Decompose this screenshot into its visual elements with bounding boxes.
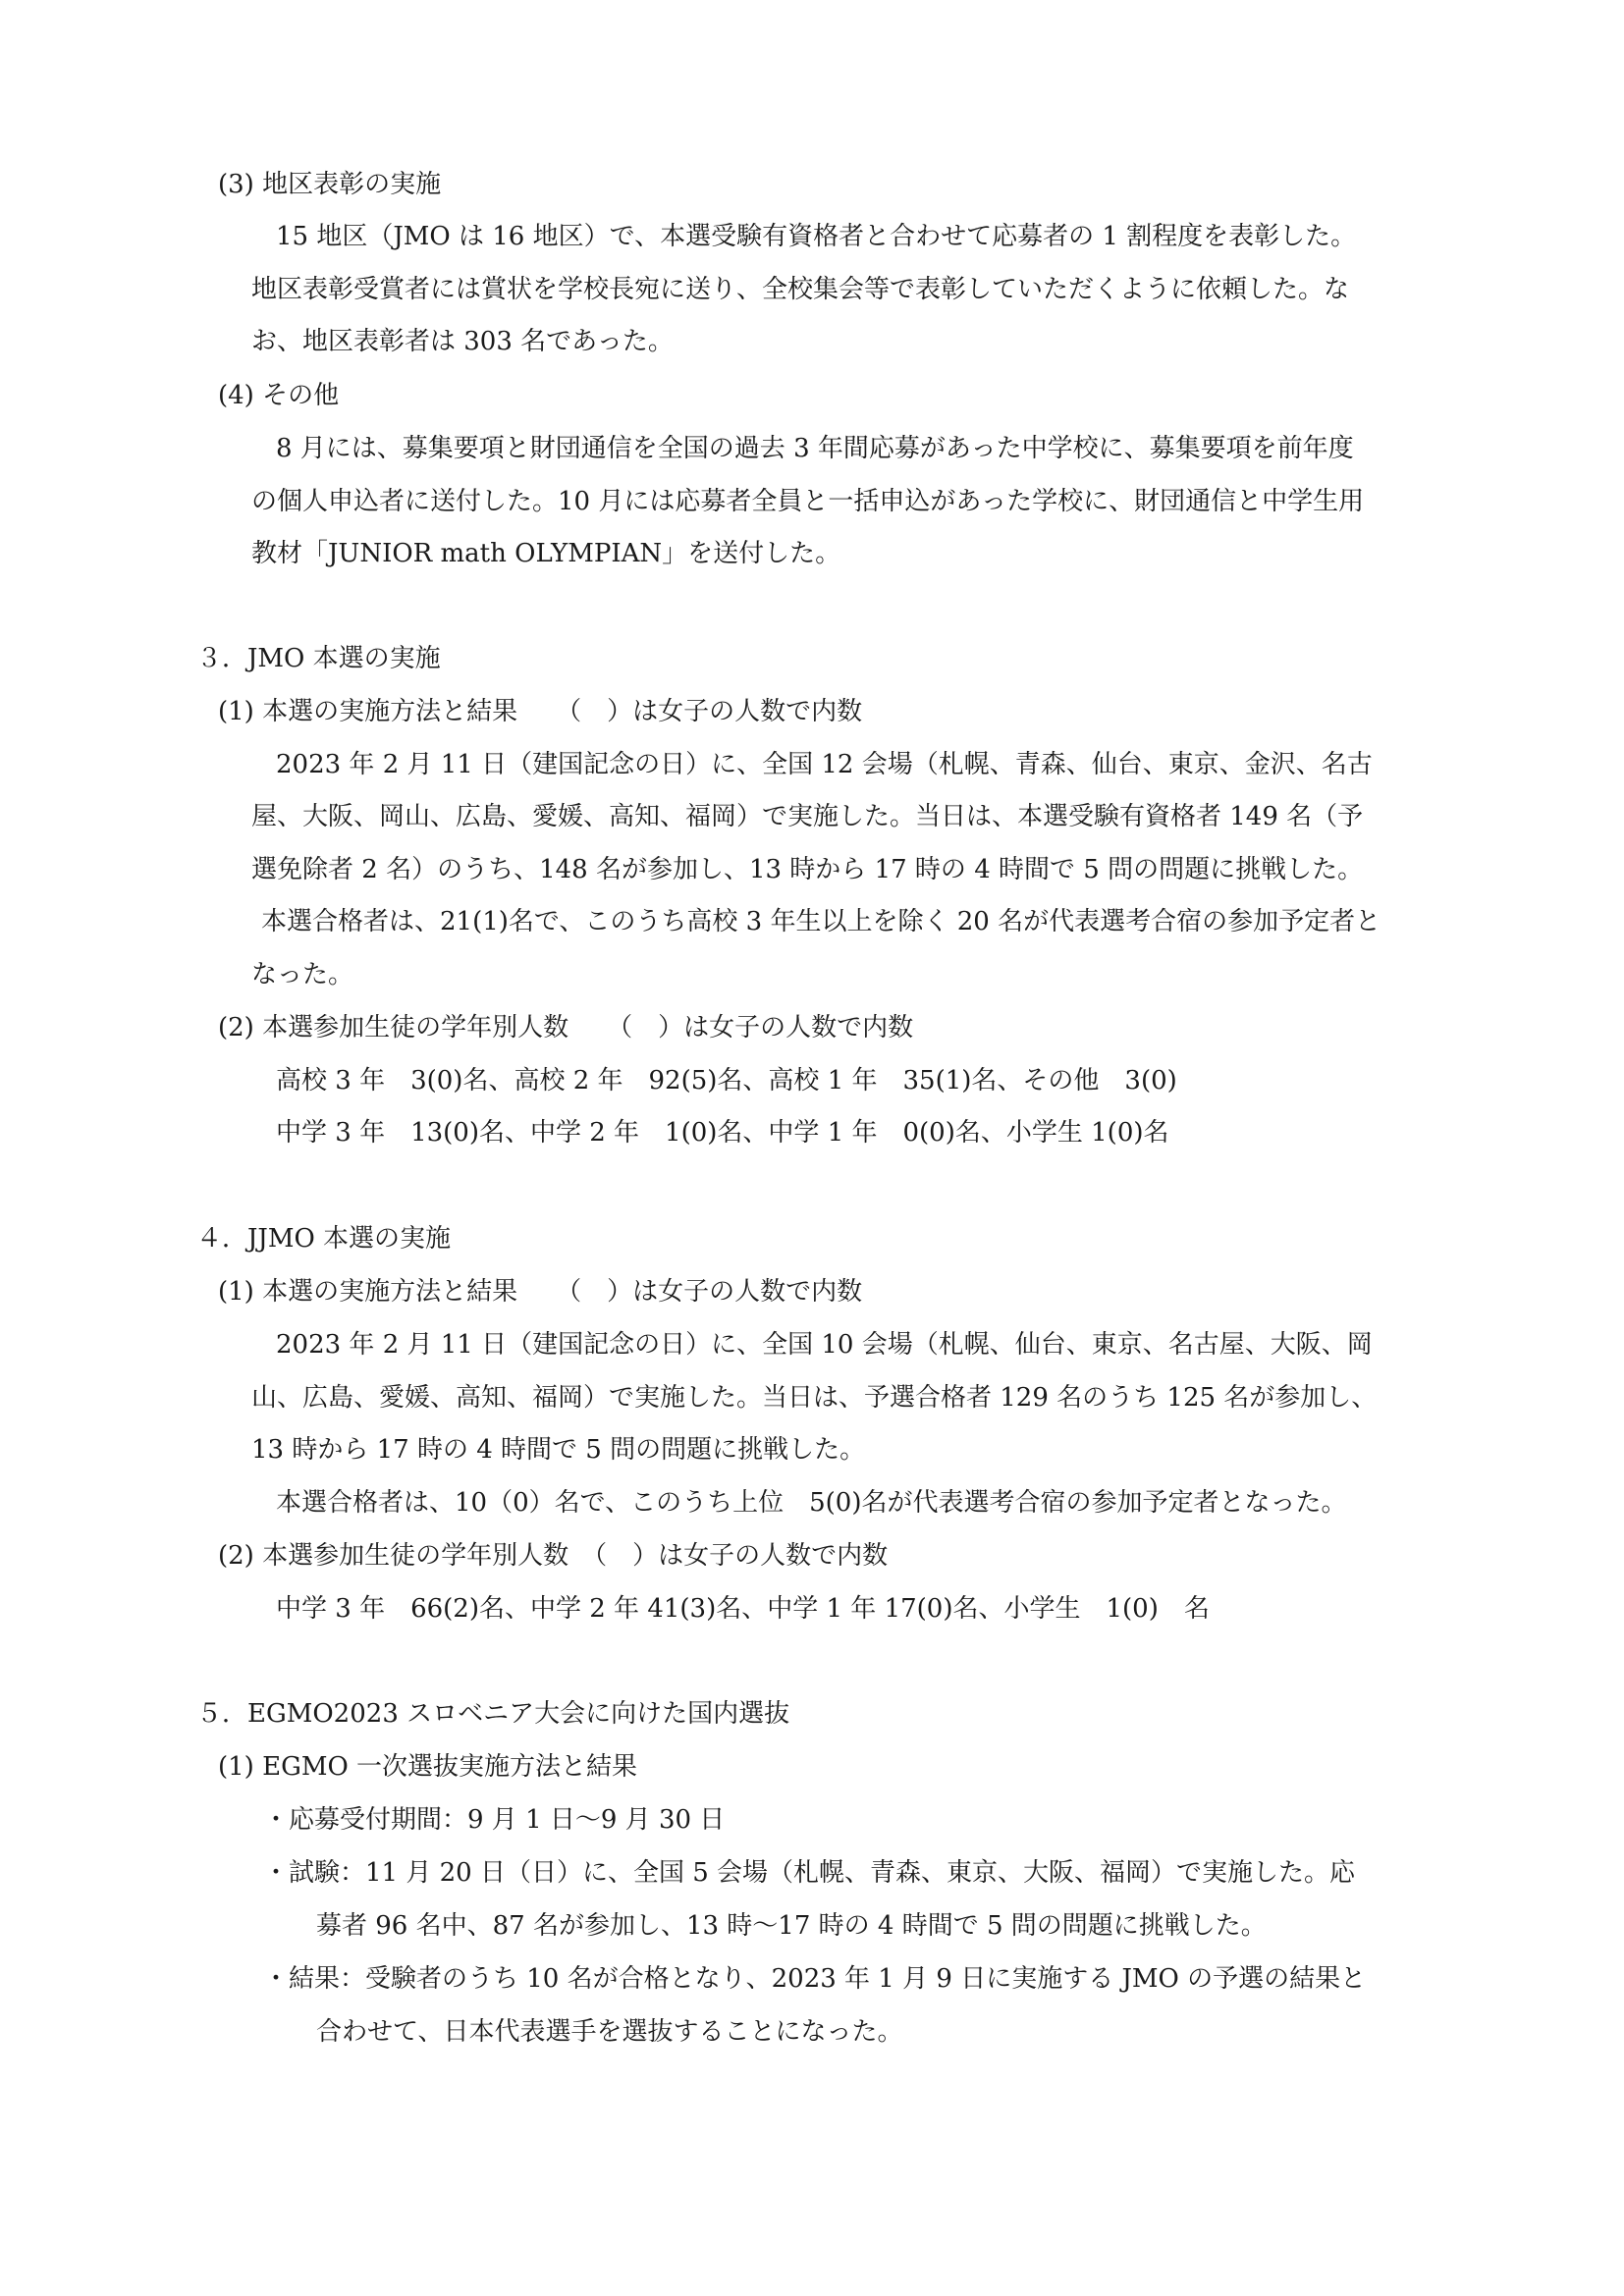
paragraph-line: 13 時から 17 時の 4 時間で 5 問の問題に挑戦した。 bbox=[251, 1435, 866, 1465]
subheading-jmo-method: (1) 本選の実施方法と結果 （ ）は女子の人数で内数 bbox=[218, 697, 863, 726]
paragraph-line: 選免除者 2 名）のうち、148 名が参加し、13 時から 17 時の 4 時間で 5 問の問題に挑戦した。 bbox=[251, 855, 1364, 884]
paragraph-line: 2023 年 2 月 11 日（建国記念の日）に、全国 10 会場（札幌、仙台、東京、名古屋、大阪、岡 bbox=[276, 1330, 1373, 1360]
grade-counts-line: 中学 3 年 66(2)名、中学 2 年 41(3)名、中学 1 年 17(0)名、小学生 1(0) 名 bbox=[276, 1594, 1210, 1624]
paragraph-line: 屋、大阪、岡山、広島、愛媛、高知、福岡）で実施した。当日は、本選受験有資格者 149 名（予 bbox=[251, 802, 1364, 831]
subheading-egmo-selection: (1) EGMO 一次選抜実施方法と結果 bbox=[218, 1752, 638, 1782]
paragraph-line: 2023 年 2 月 11 日（建国記念の日）に、全国 12 会場（札幌、青森、仙台、東京、金沢、名古 bbox=[276, 750, 1373, 779]
grade-counts-line: 中学 3 年 13(0)名、中学 2 年 1(0)名、中学 1 年 0(0)名、小学生 1(0)名 bbox=[276, 1118, 1169, 1148]
bullet-application-period: ・応募受付期間：9 月 1 日〜9 月 30 日 bbox=[263, 1805, 726, 1835]
bullet-exam: ・試験：11 月 20 日（日）に、全国 5 会場（札幌、青森、東京、大阪、福岡）で実施した。応 bbox=[263, 1858, 1356, 1888]
section-heading-jmo: ３．JMO 本選の実施 bbox=[196, 644, 441, 673]
paragraph-line: 8 月には、募集要項と財団通信を全国の過去 3 年間応募があった中学校に、募集要項を前年度 bbox=[276, 434, 1354, 463]
paragraph-line: 教材「JUNIOR math OLYMPIAN」を送付した。 bbox=[251, 539, 841, 568]
grade-counts-line: 高校 3 年 3(0)名、高校 2 年 92(5)名、高校 1 年 35(1)名、その他 3(0) bbox=[276, 1066, 1177, 1095]
subheading-jjmo-grades: (2) 本選参加生徒の学年別人数 （ ）は女子の人数で内数 bbox=[218, 1541, 889, 1571]
paragraph-line: 15 地区（JMO は 16 地区）で、本選受験有資格者と合わせて応募者の 1 割程度を表彰した。 bbox=[276, 222, 1357, 251]
paragraph-line: 本選合格者は、21(1)名で、このうち高校 3 年生以上を除く 20 名が代表選考合宿の参加予定者と bbox=[261, 907, 1381, 936]
paragraph-line: 山、広島、愛媛、高知、福岡）で実施した。当日は、予選合格者 129 名のうち 125 名が参加し、 bbox=[251, 1383, 1378, 1413]
subheading-district-awards: (3) 地区表彰の実施 bbox=[218, 170, 442, 199]
paragraph-line: 本選合格者は、10（0）名で、このうち上位 5(0)名が代表選考合宿の参加予定者となった。 bbox=[276, 1488, 1347, 1518]
paragraph-line: の個人申込者に送付した。10 月には応募者全員と一括申込があった学校に、財団通信と中学生用 bbox=[251, 487, 1365, 516]
paragraph-line: お、地区表彰者は 303 名であった。 bbox=[251, 327, 674, 356]
bullet-result: ・結果：受験者のうち 10 名が合格となり、2023 年 1 月 9 日に実施する JMO の予選の結果と bbox=[263, 1964, 1367, 1994]
paragraph-line: 地区表彰受賞者には賞状を学校長宛に送り、全校集会等で表彰していただくように依頼した。な bbox=[251, 275, 1350, 304]
bullet-result-cont: 合わせて、日本代表選手を選抜することになった。 bbox=[316, 2017, 903, 2047]
subheading-jjmo-method: (1) 本選の実施方法と結果 （ ）は女子の人数で内数 bbox=[218, 1277, 863, 1307]
bullet-exam-cont: 募者 96 名中、87 名が参加し、13 時〜17 時の 4 時間で 5 問の問題に挑戦した。 bbox=[316, 1911, 1267, 1941]
section-heading-jjmo: ４．JJMO 本選の実施 bbox=[196, 1224, 452, 1254]
section-heading-egmo: ５．EGMO2023 スロベニア大会に向けた国内選抜 bbox=[196, 1699, 790, 1729]
paragraph-line: なった。 bbox=[251, 960, 354, 989]
subheading-other: (4) その他 bbox=[218, 381, 340, 410]
subheading-jmo-grades: (2) 本選参加生徒の学年別人数 （ ）は女子の人数で内数 bbox=[218, 1013, 914, 1042]
